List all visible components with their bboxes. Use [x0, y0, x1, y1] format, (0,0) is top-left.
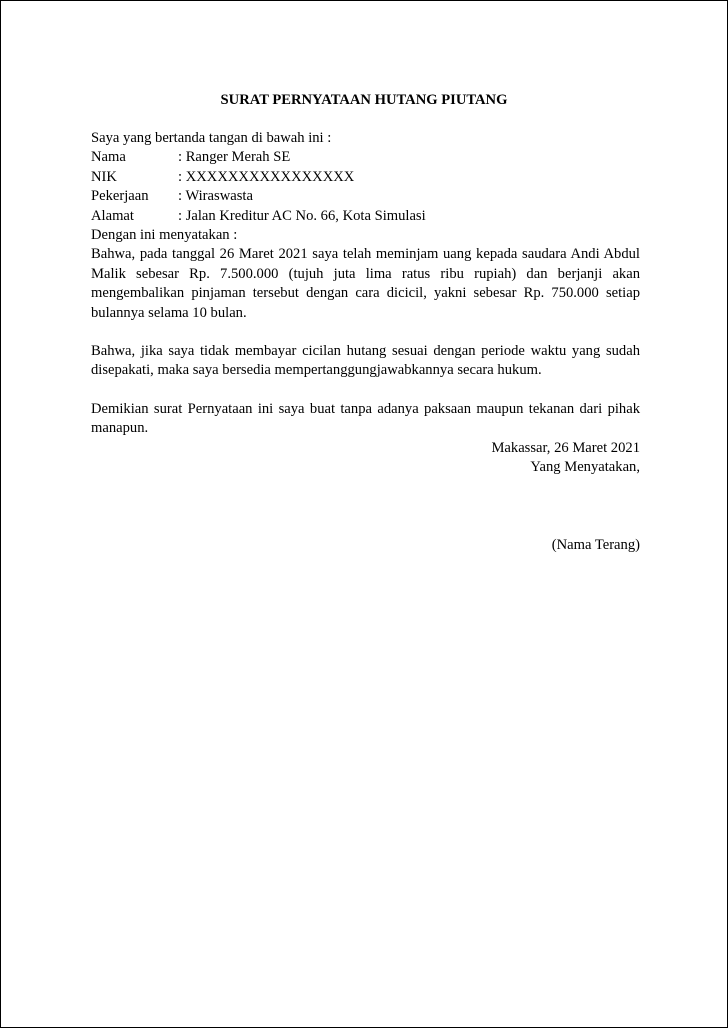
spacer	[91, 323, 640, 342]
field-row-nik	[91, 168, 640, 187]
field-value: : Wiraswasta	[178, 188, 253, 205]
field-value: : Jalan Kreditur AC No. 66, Kota Simulasi	[178, 207, 426, 224]
document-body	[91, 129, 640, 555]
field-value: : XXXXXXXXXXXXXXXX	[178, 168, 355, 185]
signature-name: (Nama Terang)	[551, 536, 640, 553]
field-row-nama	[91, 148, 640, 167]
identity-fields	[91, 148, 640, 226]
field-label: Nama	[91, 149, 126, 166]
field-row-alamat	[91, 207, 640, 226]
intro-text: Saya yang bertanda tangan di bawah ini :	[91, 130, 332, 146]
signature-space	[91, 478, 640, 536]
closing-paragraph: Demikian surat Pernyataan ini saya buat tanpa adanya paksaan maupun tekanan dari pihak manapun.	[91, 400, 640, 437]
field-label: Pekerjaan	[91, 188, 149, 205]
declare-heading: Dengan ini menyatakan :	[91, 227, 238, 244]
field-label: NIK	[91, 168, 117, 185]
field-value: : Ranger Merah SE	[178, 149, 291, 166]
closing-salutation: Yang Menyatakan,	[530, 459, 640, 476]
place-date: Makassar, 26 Maret 2021	[491, 439, 640, 456]
statement-paragraph-1: Bahwa, pada tanggal 26 Maret 2021 saya telah meminjam uang kepada saudara Andi Abdul Malik sebesar Rp. 7.500.000 (tujuh juta lima ratus ribu rupiah) dan berjanji akan mengembalikan pinjaman tersebut dengan cara dicicil, yakni sebesar Rp. 750.000 setiap bulannya selama 10 bulan.	[91, 246, 640, 321]
field-label: Alamat	[91, 207, 134, 224]
statement-paragraph-2: Bahwa, jika saya tidak membayar cicilan hutang sesuai dengan periode waktu yang sudah disepakati, maka saya bersedia mempertanggungjawabkannya secara hukum.	[91, 343, 640, 379]
spacer	[91, 381, 640, 400]
document-title: SURAT PERNYATAAN HUTANG PIUTANG	[220, 92, 508, 108]
field-row-pekerjaan	[91, 187, 640, 206]
